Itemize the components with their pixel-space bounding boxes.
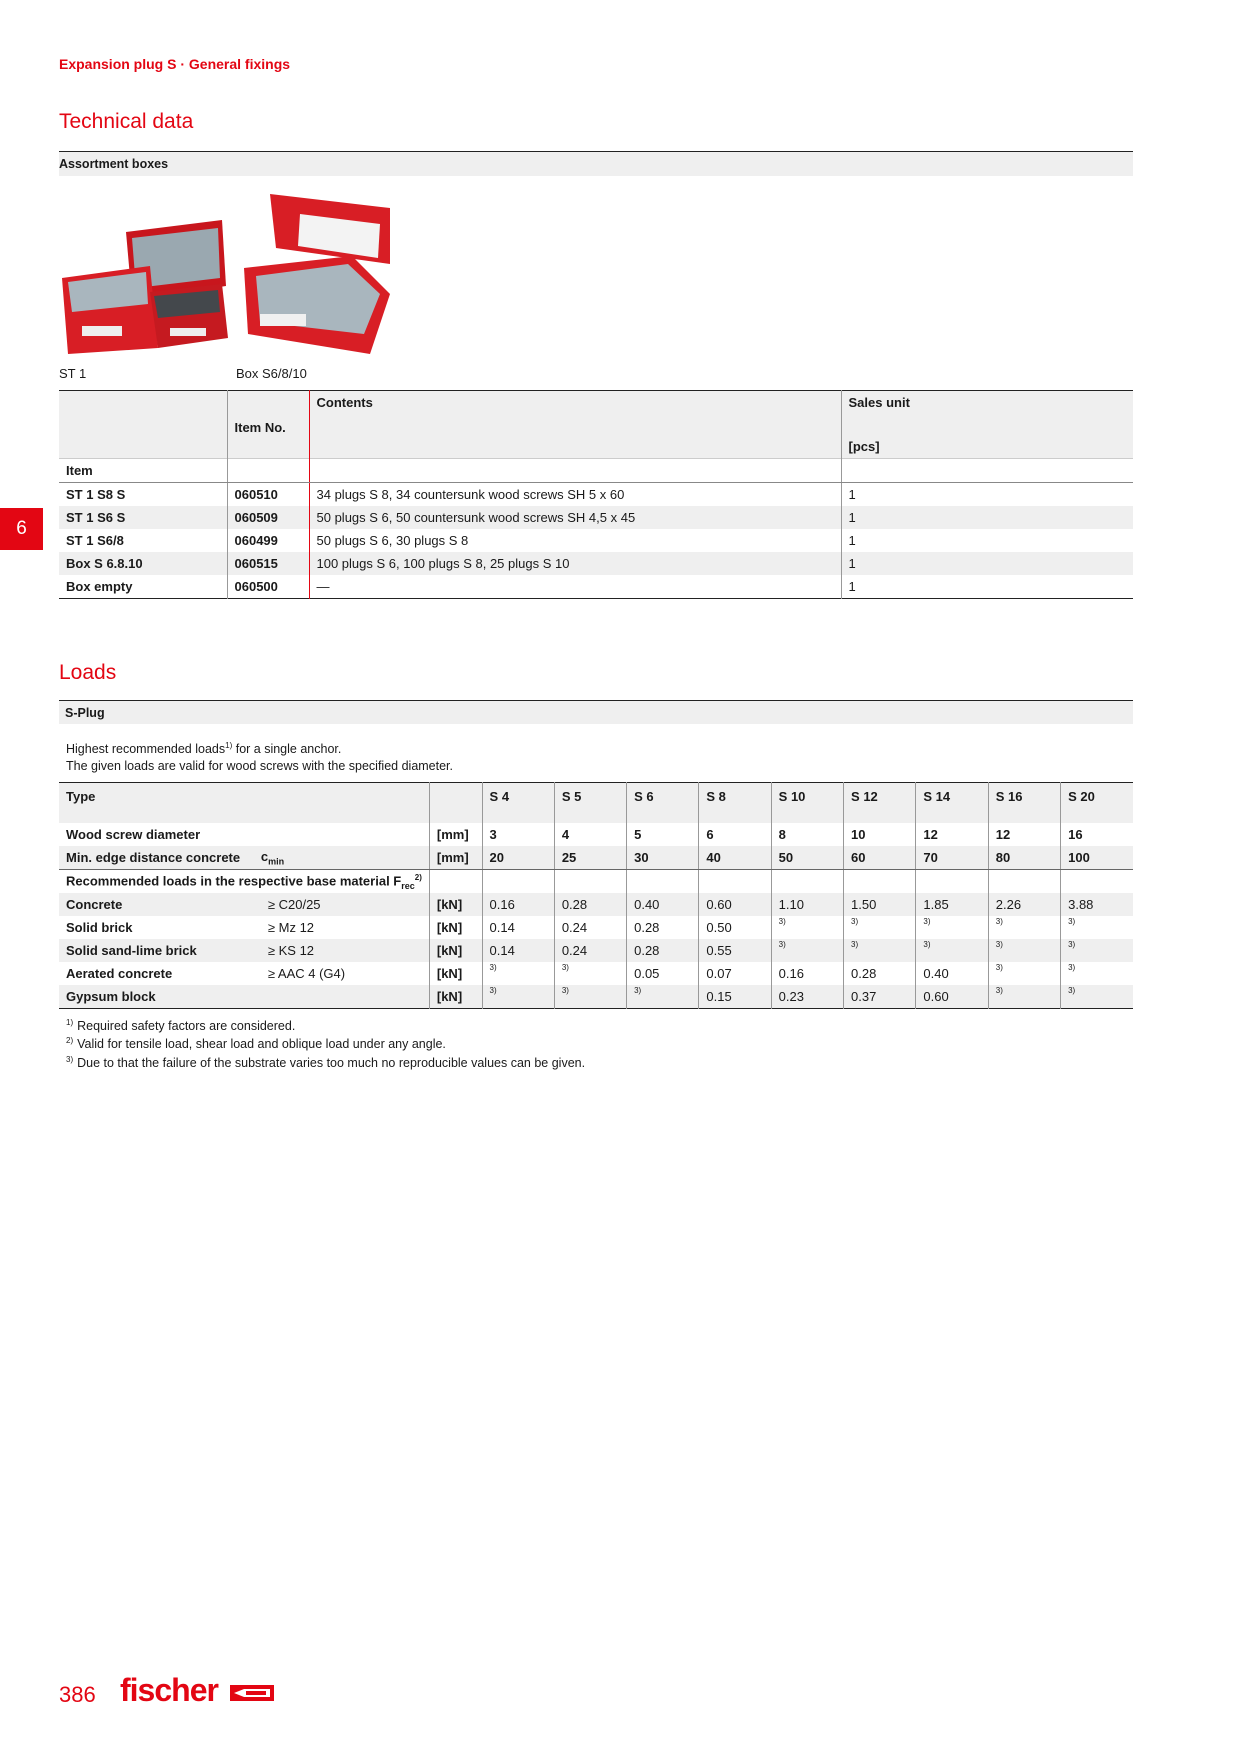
- subsection-assortment-boxes: Assortment boxes: [59, 151, 1133, 176]
- st1-assortment-box-image: [62, 208, 230, 354]
- page-number: 386: [59, 1682, 96, 1707]
- assortment-table: [59, 390, 1133, 599]
- table-row: Solid sand-lime brick ≥ KS 12 [kN] 0.14 0.24 0.28 0.55 $^{3)}$ $^{3)}$ $^{3)}$ $^{3)}$ $^{3)}$: [59, 939, 1133, 962]
- wood-screw-row: Wood screw diameter [mm] 3 4 5 6 8 10 12 12 16: [59, 823, 1133, 846]
- fischer-logo-icon: [230, 1683, 274, 1703]
- brand-logo: fischer: [120, 1672, 274, 1709]
- recommended-loads-row: Recommended loads in the respective base material $F_{rec}^{2)}$: [59, 870, 1133, 894]
- footnote-1: $^{1)}$ Required safety factors are considered.: [66, 1018, 296, 1034]
- section-title-loads: Loads: [59, 661, 117, 684]
- chapter-tab[interactable]: 6: [0, 508, 43, 550]
- table-header-row: [59, 391, 1133, 440]
- edge-distance-row: Min. edge distance concrete $c_{min}$ [mm] 20 25 30 40 50 60 70 80 100: [59, 846, 1133, 870]
- caption-box-s6-8-10: Box S6/8/10: [236, 366, 307, 381]
- footnote-3: $^{3)}$ Due to that the failure of the substrate varies too much no reproducible values can be given.: [66, 1055, 586, 1071]
- loads-header-row: Type S 4 S 5 S 6 S 8 S 10 S 12 S 14 S 16 S 20: [59, 783, 1133, 824]
- loads-table: [59, 782, 1133, 1009]
- table-row: ST 1 S6/8 060499 50 plugs S 6, 30 plugs S 8 1: [59, 529, 1133, 552]
- subsection-s-plug: S-Plug: [59, 700, 1133, 724]
- table-row: ST 1 S8 S 060510 34 plugs S 8, 34 countersunk wood screws SH 5 x 60 1: [59, 483, 1133, 507]
- table-row: Concrete ≥ C20/25 [kN] 0.16 0.28 0.40 0.60 1.10 1.50 1.85 2.26 3.88: [59, 893, 1133, 916]
- header-contents: Contents: [309, 391, 841, 440]
- header-pcs: [pcs]: [841, 439, 1133, 459]
- table-row: Aerated concrete ≥ AAC 4 (G4) [kN] $^{3)}$ $^{3)}$ 0.05 0.07 0.16 0.28 0.40 $^{3)}$ $^{3)}$: [59, 962, 1133, 985]
- loads-note-2: The given loads are valid for wood screws with the specified diameter.: [66, 759, 453, 773]
- footnote-2: $^{2)}$ Valid for tensile load, shear load and oblique load under any angle.: [66, 1036, 446, 1052]
- table-row: Solid brick ≥ Mz 12 [kN] 0.14 0.24 0.28 0.50 $^{3)}$ $^{3)}$ $^{3)}$ $^{3)}$ $^{3)}$: [59, 916, 1133, 939]
- table-row: Box S 6.8.10 060515 100 plugs S 6, 100 plugs S 8, 25 plugs S 10 1: [59, 552, 1133, 575]
- breadcrumb: Expansion plug S · General fixings: [59, 56, 291, 72]
- header-sales-unit: Sales unit: [841, 391, 1133, 440]
- table-row: ST 1 S6 S 060509 50 plugs S 6, 50 countersunk wood screws SH 4,5 x 45 1: [59, 506, 1133, 529]
- table-row: Gypsum block [kN] $^{3)}$ $^{3)}$ $^{3)}$ 0.15 0.23 0.37 0.60 $^{3)}$ $^{3)}$: [59, 985, 1133, 1009]
- header-item-no: Item No.: [227, 391, 309, 440]
- table-row: Box empty 060500 — 1: [59, 575, 1133, 599]
- header-item: Item: [59, 459, 227, 483]
- box-s6-8-10-image: [240, 184, 400, 354]
- caption-st1: ST 1: [59, 366, 87, 381]
- section-title-technical-data: Technical data: [59, 110, 194, 133]
- loads-note-1: Highest recommended loads$^{1)}$ for a single anchor.: [66, 741, 342, 757]
